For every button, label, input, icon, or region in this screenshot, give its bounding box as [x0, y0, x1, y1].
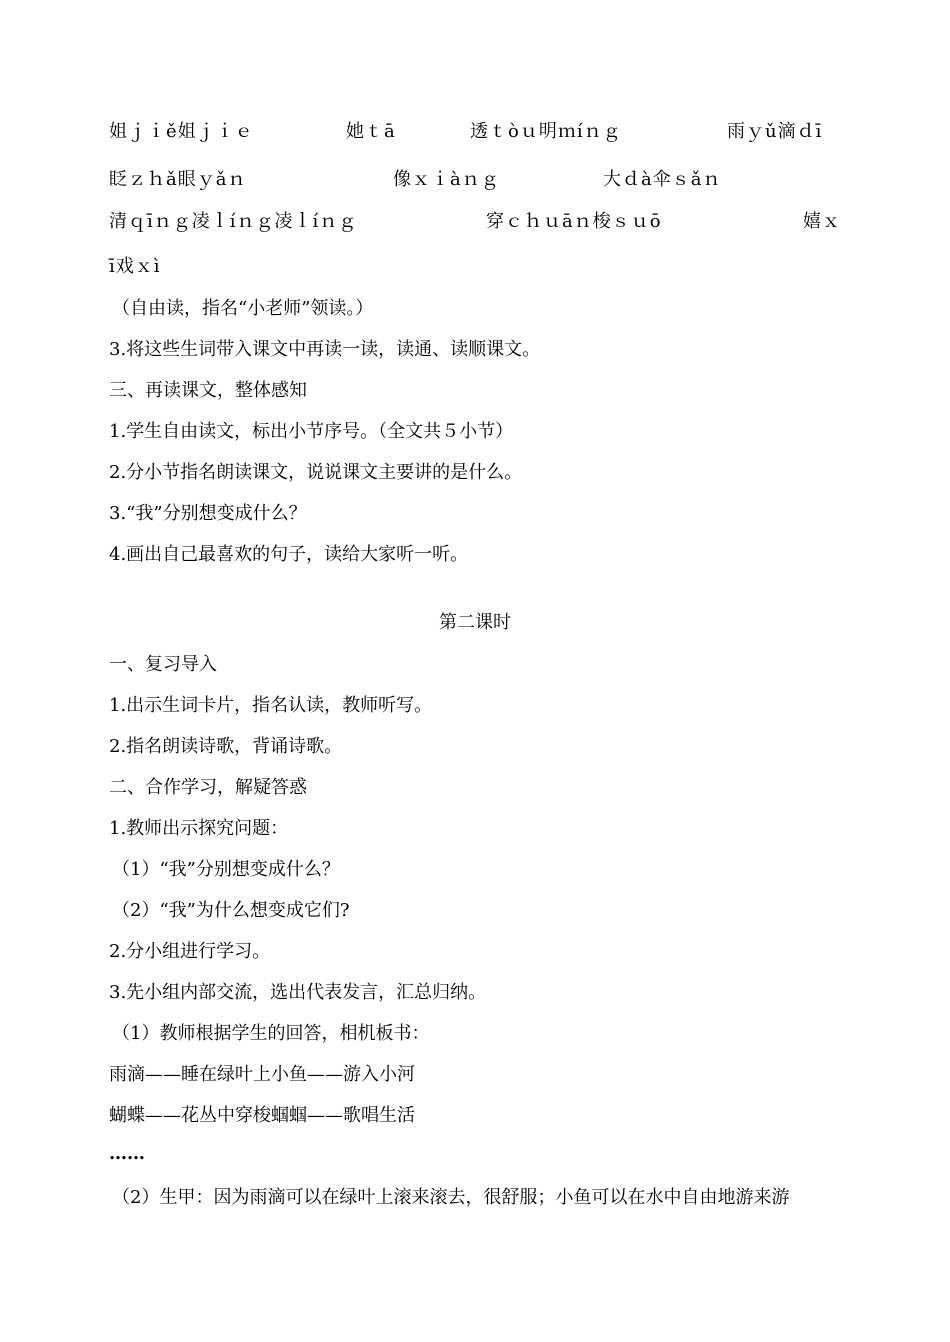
- paragraph-line: 2.分小组进行学习。: [109, 941, 271, 962]
- ellipsis-line: ……: [109, 1143, 145, 1164]
- pinyin-word: 嬉ｘ: [803, 211, 841, 232]
- section-heading: 一、复习导入: [109, 654, 217, 675]
- paragraph-line: 3.“我”分别想变成什么？: [109, 503, 307, 524]
- pinyin-word: 清ｑīｎｇ凌ｌíｎｇ凌ｌíｎｇ: [109, 211, 358, 232]
- section-heading: 三、再读课文，整体感知: [109, 380, 307, 401]
- paragraph-line: 2.指名朗读诗歌，背诵诗歌。: [109, 736, 343, 757]
- paragraph-line: 1.教师出示探究问题：: [109, 818, 289, 839]
- paragraph-line: 2.分小节指名朗读课文，说说课文主要讲的是什么。: [109, 462, 523, 483]
- pinyin-word: 透ｔòｕ明ｍíｎｇ: [470, 121, 622, 142]
- paragraph-line: 4.画出自己最喜欢的句子，读给大家听一听。: [109, 544, 469, 565]
- blackboard-line: 雨滴——睡在绿叶上小鱼——游入小河: [109, 1064, 415, 1085]
- pinyin-word: 雨ｙǔ滴ｄī: [727, 121, 823, 142]
- paragraph-line: 1.出示生词卡片，指名认读，教师听写。: [109, 695, 433, 716]
- paragraph-line: （1）教师根据学生的回答，相机板书：: [112, 1023, 430, 1044]
- pinyin-word: 像ｘｉàｎｇ: [393, 169, 500, 190]
- blackboard-line: 蝴蝶——花丛中穿梭蝈蝈——歌唱生活: [109, 1105, 415, 1126]
- pinyin-word: 穿ｃｈｕāｎ梭ｓｕō: [486, 211, 662, 232]
- section-heading: 二、合作学习，解疑答惑: [109, 777, 307, 798]
- paragraph-line: 3.先小组内部交流，选出代表发言，汇总归纳。: [109, 982, 487, 1003]
- paragraph-line: （2）“我”为什么想变成它们?: [112, 900, 350, 921]
- pinyin-word: 姐ｊｉě姐ｊｉｅ: [109, 121, 254, 142]
- pinyin-word: 她ｔā: [346, 121, 396, 142]
- paragraph-line: （自由读，指名“小老师”领读。）: [112, 298, 374, 319]
- paragraph-line: 3.将这些生词带入课文中再读一读，读通、读顺课文。: [109, 339, 541, 360]
- paragraph-line: （2）生甲：因为雨滴可以在绿叶上滚来滚去，很舒服；小鱼可以在水中自由地游来游: [112, 1187, 790, 1208]
- paragraph-line: （1）“我”分别想变成什么？: [112, 859, 340, 880]
- lesson-title: 第二课时: [439, 612, 511, 633]
- pinyin-word: 眨ｚｈǎ眼ｙǎｎ: [109, 169, 247, 190]
- pinyin-word: 大ｄà伞ｓǎｎ: [603, 169, 722, 190]
- pinyin-word-continued: ī戏ｘì: [109, 256, 161, 277]
- paragraph-line: 1.学生自由读文，标出小节序号。（全文共５小节）: [109, 421, 514, 442]
